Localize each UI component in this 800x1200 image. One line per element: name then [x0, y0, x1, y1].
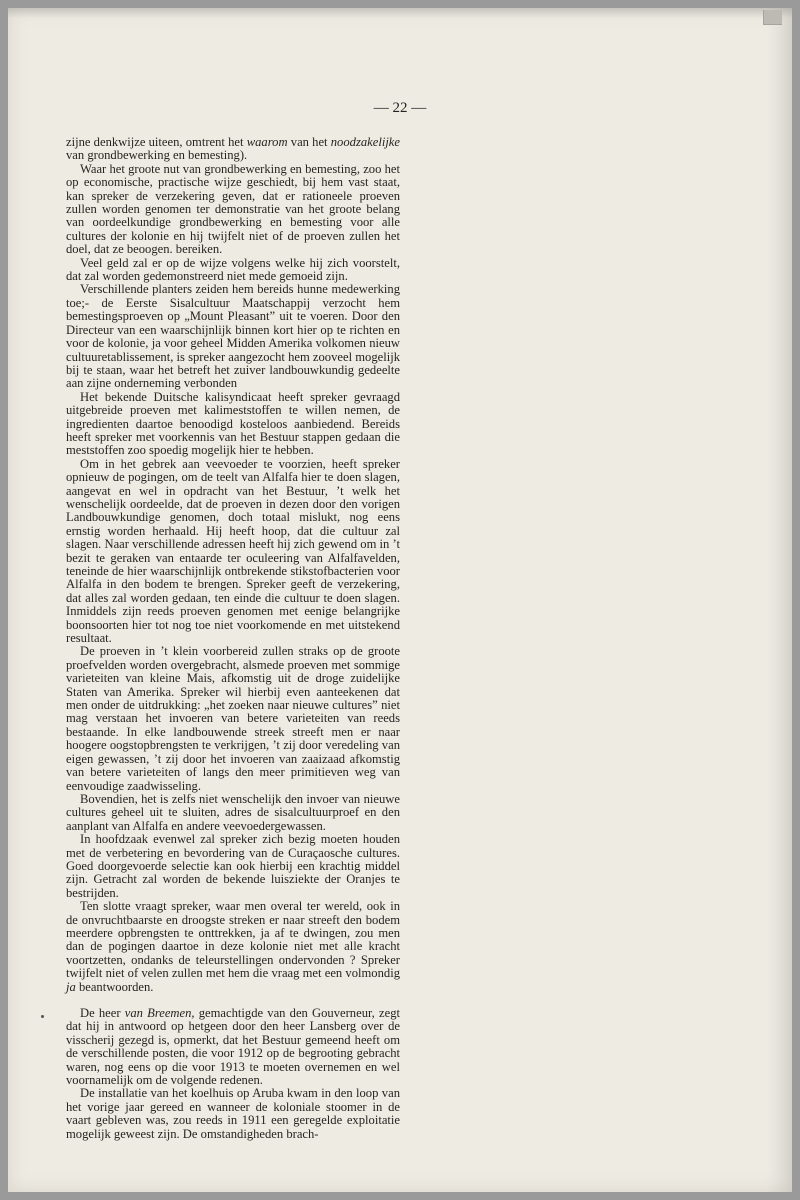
text-run: Veel geld zal er op de wijze volgens welke hij zich voorstelt, dat zal worden gedemonstreerd niet mede gemoeid zijn.: [66, 255, 400, 284]
corner-tab-mark: [763, 10, 782, 25]
body-text: [66, 136, 400, 1141]
text-run: Bovendien, het is zelfs niet wenschelijk den invoer van nieuwe cultures geheel uit te sluiten, adres de sisalcultuurproef en den aanplant van Alfalfa en andere veevoedergewassen.: [66, 791, 400, 833]
paragraph: [66, 163, 400, 257]
page-sheet: [8, 8, 792, 1192]
italic-text: ja: [66, 979, 76, 994]
text-run: Waar het groote nut van grondbewerking en bemesting, zoo het op economische, practische wijze geschiedt, bij hem vast staat, kan spreker de verzekering geven, dat er rationeele proeven zullen worden genomen ter demonstratie van het groote belang van oordeelkundige grondbewerking en bemesting voor alle cultures der kolonie en hij twijfelt niet of de proeven zullen het doel, dat ze beoogen. bereiken.: [66, 161, 400, 257]
paragraph: [66, 900, 400, 994]
text-run: van het: [287, 135, 331, 149]
page-top-shadow: [8, 8, 792, 18]
text-run: zijne denkwijze uiteen, omtrent het: [66, 135, 247, 149]
paragraph: [66, 1087, 400, 1141]
paragraph: [66, 645, 400, 792]
italic-text: van Breemen,: [124, 1006, 195, 1020]
text-run: De heer: [80, 1006, 125, 1020]
paragraph: [66, 458, 400, 646]
paragraph: [66, 257, 400, 284]
page-number: — 22 —: [373, 100, 427, 116]
page-right-shadow: [766, 8, 792, 1192]
text-run: gemachtigde van den Gouverneur, zegt dat hij in antwoord op hetgeen door den heer Lansberg over de visscherij gezegd is, opmerkt, dat het Bestuur gemeend heeft om de verschillende posten, die voor 1912 op de begrooting gebracht waren, nog eens op die voor 1913 te moeten overnemen en wel voornamelijk om de volgende redenen.: [66, 1006, 400, 1088]
paragraph: [66, 833, 400, 900]
text-run: De installatie van het koelhuis op Aruba kwam in den loop van het vorige jaar gereed en wanneer de koloniale stoomer in de vaart gebleven was, zou reeds in 1911 een geregelde exploitatie mogelijk geweest zijn. De omstandigheden brach-: [66, 1086, 400, 1141]
paragraph: [66, 283, 400, 390]
text-run: van grondbewerking en bemesting).: [66, 148, 248, 163]
text-run: Verschillende planters zeiden hem bereids hunne medewerking toe;- de Eerste Sisalcultuur Maatschappij verzocht hem bemestingsproeven op „Mount Pleasant” uit te voeren. Door den Directeur van een waarschijnlijk binnen kort hier op te richten en voor de kolonie, ja voor geheel Midden Amerika volkomen nieuw cultuuretablissement, is spreker aangezocht hem zooveel mogelijk bij te staan, waar het betreft het zuiver landbouwkundig gedeelte aan zijne onderneming verbonden: [66, 282, 400, 391]
italic-text: noodzakelijke: [330, 135, 400, 149]
italic-text: waarom: [246, 135, 288, 149]
text-run: Het bekende Duitsche kalisyndicaat heeft spreker gevraagd uitgebreide proeven met kalimeststoffen te willen nemen, de ingredienten daartoe benoodigd kosteloos aanbiedend. Bereids heeft spreker met voorkennis van het Bestuur stappen gedaan die meststoffen zoo spoedig mogelijk hier te hebben.: [66, 389, 400, 458]
text-run: Om in het gebrek aan veevoeder te voorzien, heeft spreker opnieuw de pogingen, om de teelt van Alfalfa hier te doen slagen, aangevat en wel in opdracht van het Bestuur, ’t welk het wenschelijk oordeelde, dat de proeven in dezen door den vorigen Landbouwkundige genomen, doch totaal mislukt, nog eens ernstig worden herhaald. Hij heeft hoop, dat die cultuur zal slagen. Naar verschillende adressen heeft hij zich gewend om in ’t bezit te geraken van entaarde ter oculeering van Alfalfavelden, teneinde de hier waarschijnlijk ontbrekende stikstofbacterien voor Alfalfa in den bodem te brengen. Spreker geeft de verzekering, dat alles zal worden gedaan, ten einde die cultuur te doen slagen. Inmiddels zijn reeds proeven genomen met eenige belangrijke boonsoorten hier tot nog toe niet voorkomende en met uitstekend resultaat.: [66, 456, 400, 646]
margin-mark: [41, 1015, 44, 1018]
paragraph: [66, 1007, 400, 1087]
paragraph: [66, 391, 400, 458]
text-run: De proeven in ’t klein voorbereid zullen straks op de groote proefvelden worden overgebracht, alsmede proeven met sommige varieteiten van kleine Mais, afkomstig uit de droge zuidelijke Staten van Amerika. Spreker wil hierbij even aanteekenen dat men onder de uitdrukking: „het zoeken naar nieuwe cultures” niet mag verstaan het invoeren van betere varieteiten van reeds bestaande. In elke landbouwende streek streeft men er naar hoogere oogstopbrengsten te verkrijgen, ’t zij door veredeling van eigen gewassen, ’t zij door het invoeren van zaaizaad afkomstig van betere varieteiten of langs den meer primitieven weg van eenvoudige zaadwisseling.: [66, 644, 400, 793]
paragraph: [66, 793, 400, 833]
paragraph: [66, 136, 400, 163]
text-run: Ten slotte vraagt spreker, waar men overal ter wereld, ook in de onvruchtbaarste en droogste streken er naar streeft den bodem meerdere opbrengsten te onttrekken, ja af te dwingen, zou men dan de pogingen daartoe in deze kolonie niet met alle kracht voortzetten, ondanks de teleurstellingen ondervonden ? Spreker twijfelt niet of velen zullen met hem die vraag met een volmondig: [66, 899, 400, 981]
text-run: In hoofdzaak evenwel zal spreker zich bezig moeten houden met de verbetering en bevordering van de Curaçaosche cultures. Goed doorgevoerde selectie kan ook hierbij een krachtig middel zijn. Getracht zal worden de bekende luisziekte der Oranjes te bestrijden.: [66, 832, 400, 900]
text-run: beantwoorden.: [75, 979, 154, 994]
